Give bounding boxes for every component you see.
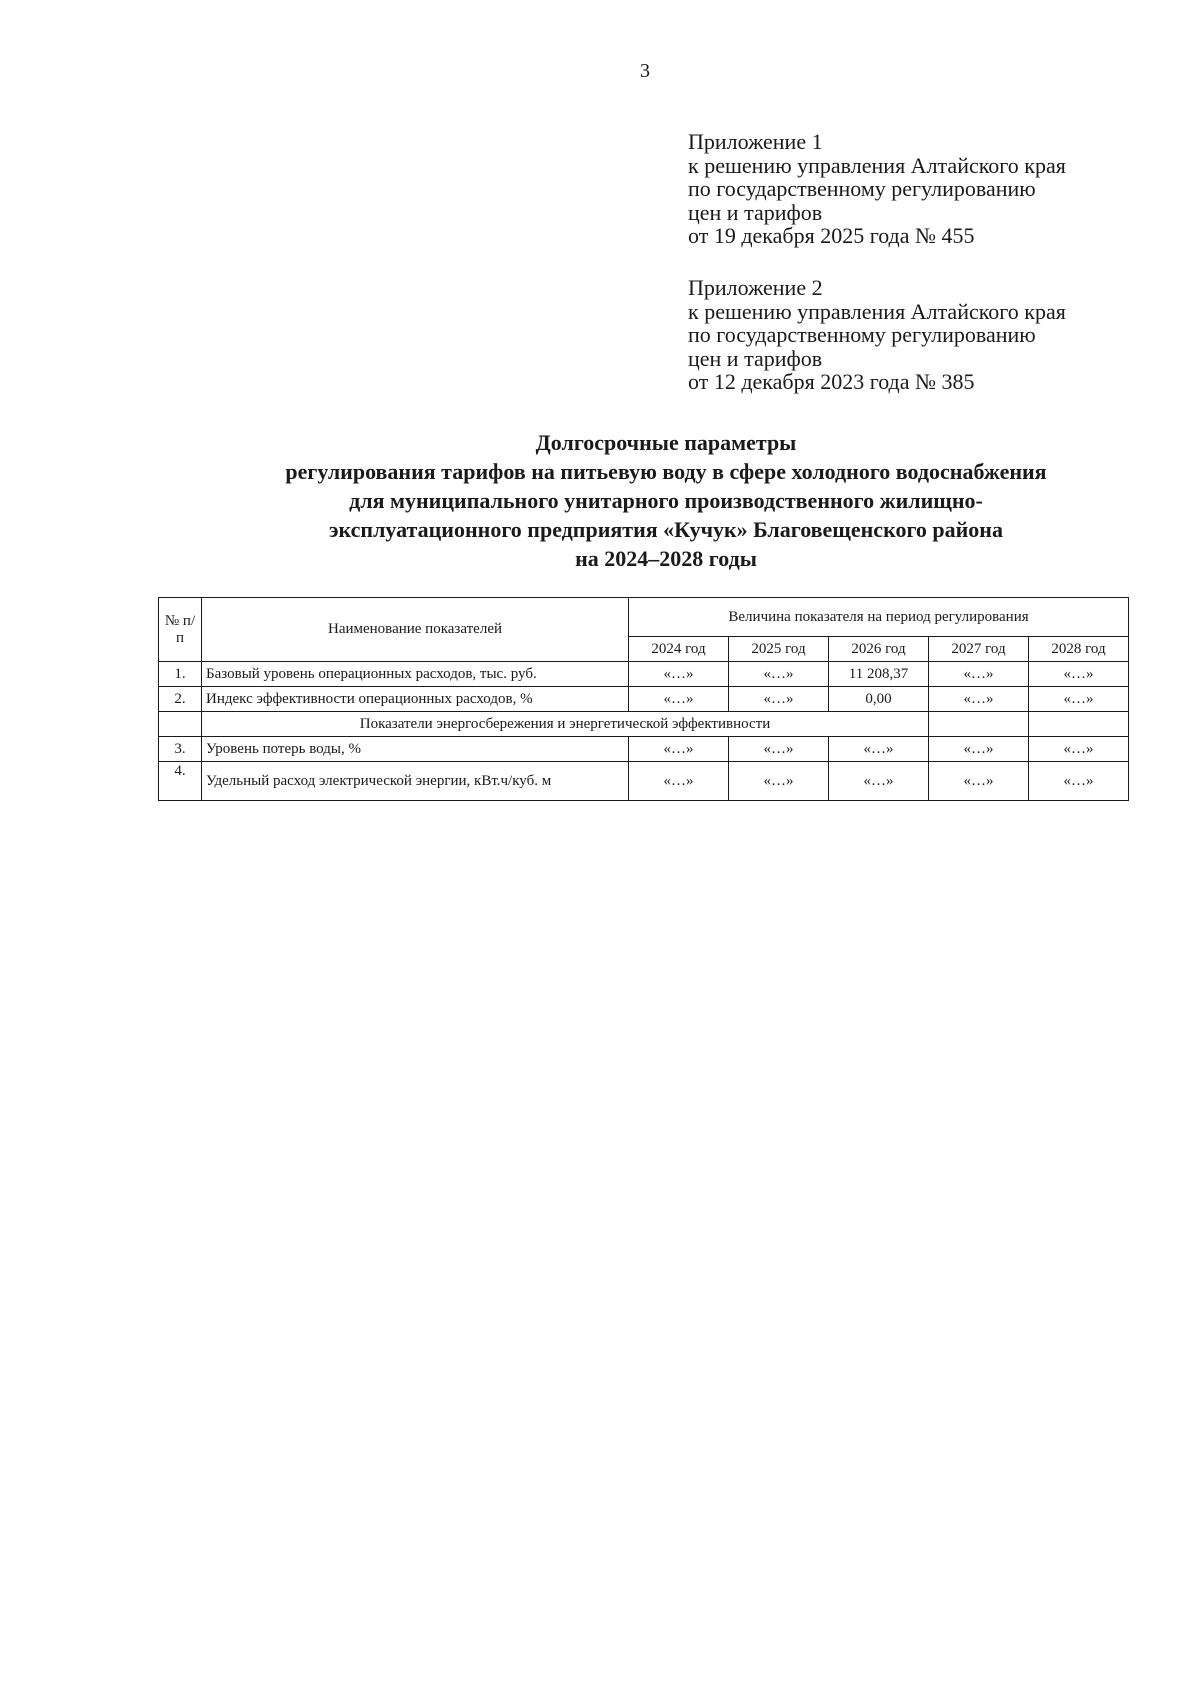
document-title <box>150 428 1182 573</box>
appendix-2-line: от 12 декабря 2023 года № 385 <box>688 369 975 394</box>
title-line: для муниципального унитарного производственного жилищно- <box>349 488 983 513</box>
section-label: Показатели энергосбережения и энергетической эффективности <box>202 712 929 737</box>
header-year: 2025 год <box>729 637 829 662</box>
row-value: «…» <box>929 662 1029 687</box>
row-value: «…» <box>729 662 829 687</box>
row-value: «…» <box>629 762 729 801</box>
row-value: «…» <box>929 687 1029 712</box>
page-number: 3 <box>640 60 650 82</box>
title-line: на 2024–2028 годы <box>575 546 757 571</box>
row-value: «…» <box>729 687 829 712</box>
appendix-1-line: Приложение 1 <box>688 129 823 154</box>
title-line: Долгосрочные параметры <box>535 430 797 455</box>
table-row <box>159 687 1129 712</box>
table-row <box>159 662 1129 687</box>
appendix-2-line: цен и тарифов <box>688 345 823 371</box>
row-value: «…» <box>1029 737 1129 762</box>
row-value: «…» <box>829 762 929 801</box>
appendix-2-block <box>688 276 1168 394</box>
section-row <box>159 712 1129 737</box>
row-value: «…» <box>1029 687 1129 712</box>
row-name: Уровень потерь воды, % <box>202 737 629 762</box>
row-name: Индекс эффективности операционных расходов, % <box>202 687 629 712</box>
row-name: Базовый уровень операционных расходов, тыс. руб. <box>202 662 629 687</box>
row-name: Удельный расход электрической энергии, кВт.ч/куб. м <box>202 762 629 801</box>
row-value: «…» <box>629 687 729 712</box>
header-num: № п/ п <box>159 598 202 662</box>
row-value: «…» <box>929 737 1029 762</box>
header-period: Величина показателя на период регулирования <box>629 598 1129 637</box>
title-line: регулирования тарифов на питьевую воду в сфере холодного водоснабжения <box>285 459 1047 484</box>
appendix-1-line: к решению управления Алтайского края <box>688 152 1066 178</box>
table-row <box>159 737 1129 762</box>
parameters-table <box>158 597 1129 801</box>
title-line: эксплуатационного предприятия «Кучук» Благовещенского района <box>329 517 1003 542</box>
header-year: 2024 год <box>629 637 729 662</box>
row-value: «…» <box>629 737 729 762</box>
section-num-empty <box>159 712 202 737</box>
appendix-2-line: к решению управления Алтайского края <box>688 298 1066 324</box>
row-value: «…» <box>729 737 829 762</box>
table-header-row <box>159 598 1129 637</box>
row-value: «…» <box>1029 662 1129 687</box>
row-value: 11 208,37 <box>829 662 929 687</box>
row-value: «…» <box>629 662 729 687</box>
appendix-2-line: по государственному регулированию <box>688 322 1036 347</box>
row-num: 1. <box>159 662 202 687</box>
row-num: 3. <box>159 737 202 762</box>
header-year: 2026 год <box>829 637 929 662</box>
row-num: 2. <box>159 687 202 712</box>
row-value: 0,00 <box>829 687 929 712</box>
header-year: 2028 год <box>1029 637 1129 662</box>
appendix-1-block <box>688 130 1168 248</box>
row-value: «…» <box>829 737 929 762</box>
row-value: «…» <box>729 762 829 801</box>
appendix-1-line: от 19 декабря 2025 года № 455 <box>688 223 975 248</box>
section-empty-cell <box>929 712 1029 737</box>
row-num: 4. <box>159 762 202 801</box>
appendix-2-line: Приложение 2 <box>688 275 823 300</box>
header-name: Наименование показателей <box>202 598 629 662</box>
table-row <box>159 762 1129 801</box>
appendix-1-line: цен и тарифов <box>688 199 823 225</box>
header-year: 2027 год <box>929 637 1029 662</box>
appendix-1-line: по государственному регулированию <box>688 176 1036 201</box>
row-value: «…» <box>1029 762 1129 801</box>
section-empty-cell <box>1029 712 1129 737</box>
row-value: «…» <box>929 762 1029 801</box>
